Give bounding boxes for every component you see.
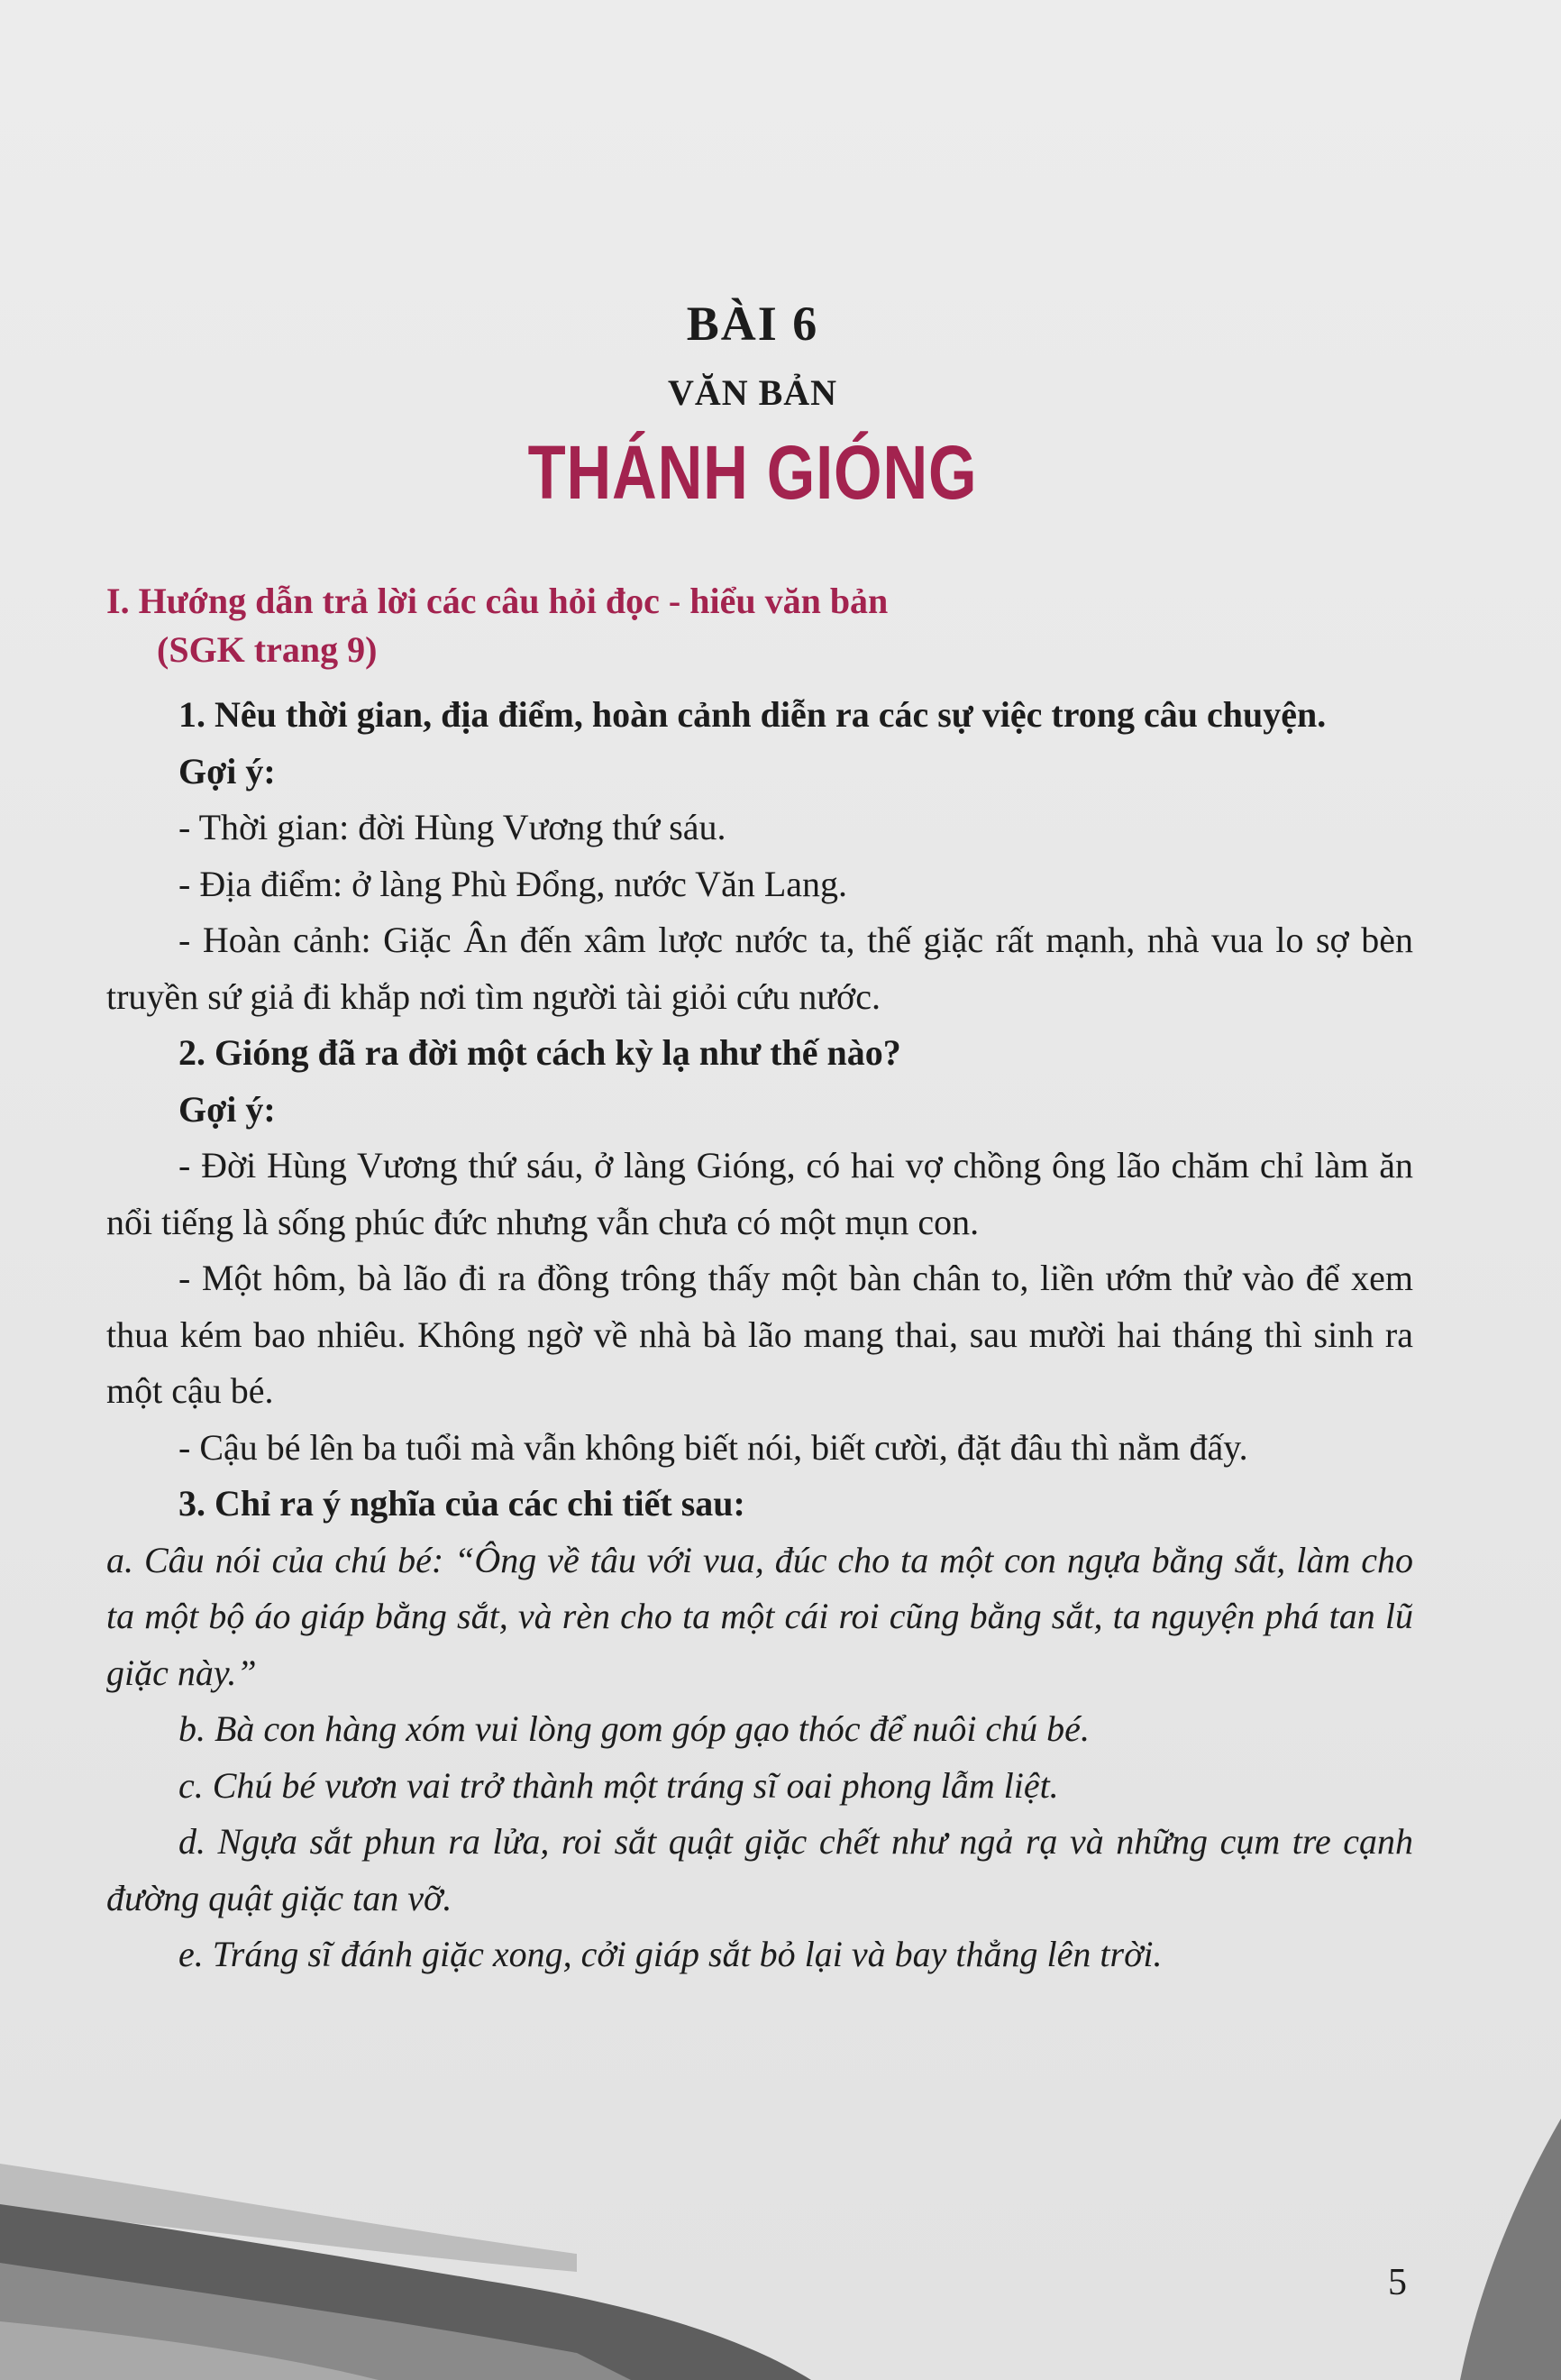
section-heading-line2: (SGK trang 9) [157, 629, 378, 670]
section-heading [106, 577, 1422, 674]
answer-1-place: - Địa điểm: ở làng Phù Đổng, nước Văn Lang. [178, 863, 848, 904]
detail-e: e. Tráng sĩ đánh giặc xong, cởi giáp sắt bỏ lại và bay thẳng lên trời. [178, 1934, 1163, 1974]
section-label: VĂN BẢN [667, 372, 838, 413]
answer-2-paragraph-2: - Một hôm, bà lão đi ra đồng trông thấy một bàn chân to, liền ướm thử vào để xem thua kém bao nhiêu. Không ngờ về nhà bà lão mang thai, sau mười hai tháng thì sinh ra một cậu bé. [106, 1258, 1413, 1411]
question-2: 2. Gióng đã ra đời một cách kỳ lạ như thế nào? [178, 1032, 901, 1073]
body-text [106, 687, 1413, 1983]
hint-label-2: Gợi ý: [178, 1088, 276, 1130]
story-title: THÁNH GIÓNG [527, 430, 978, 515]
answer-1-context: - Hoàn cảnh: Giặc Ân đến xâm lược nước ta, thế giặc rất mạnh, nhà vua lo sợ bèn truyền sứ giả đi khắp nơi tìm người tài giỏi cứu nước. [106, 920, 1413, 1017]
question-1: 1. Nêu thời gian, địa điểm, hoàn cảnh diễn ra các sự việc trong câu chuyện. [178, 694, 1327, 735]
answer-1-time: - Thời gian: đời Hùng Vương thứ sáu. [178, 807, 726, 847]
answer-2-paragraph-1: - Đời Hùng Vương thứ sáu, ở làng Gióng, có hai vợ chồng ông lão chăm chỉ làm ăn nổi tiếng là sống phúc đức nhưng vẫn chưa có một mụn con. [106, 1145, 1413, 1242]
hint-label-1: Gợi ý: [178, 750, 276, 792]
detail-c: c. Chú bé vươn vai trở thành một tráng sĩ oai phong lẫm liệt. [178, 1764, 1059, 1806]
lesson-label: BÀI 6 [686, 297, 819, 351]
question-3: 3. Chỉ ra ý nghĩa của các chi tiết sau: [178, 1483, 745, 1524]
detail-d: d. Ngựa sắt phun ra lửa, roi sắt quật giặc chết như ngả rạ và những cụm tre cạnh đường quật giặc tan vỡ. [106, 1821, 1413, 1918]
section-heading-line1: I. Hướng dẫn trả lời các câu hỏi đọc - hiểu văn bản [106, 581, 889, 621]
page-number: 5 [1388, 2262, 1407, 2303]
detail-a: a. Câu nói của chú bé: “Ông về tâu với vua, đúc cho ta một con ngựa bằng sắt, làm cho ta một bộ áo giáp bằng sắt, và rèn cho ta một cái roi cũng bằng sắt, ta nguyện phá tan lũ giặc này.” [106, 1539, 1413, 1693]
answer-2-paragraph-3: - Cậu bé lên ba tuổi mà vẫn không biết nói, biết cười, đặt đâu thì nằm đấy. [178, 1426, 1248, 1468]
detail-b: b. Bà con hàng xóm vui lòng gom góp gạo thóc để nuôi chú bé. [178, 1708, 1090, 1749]
